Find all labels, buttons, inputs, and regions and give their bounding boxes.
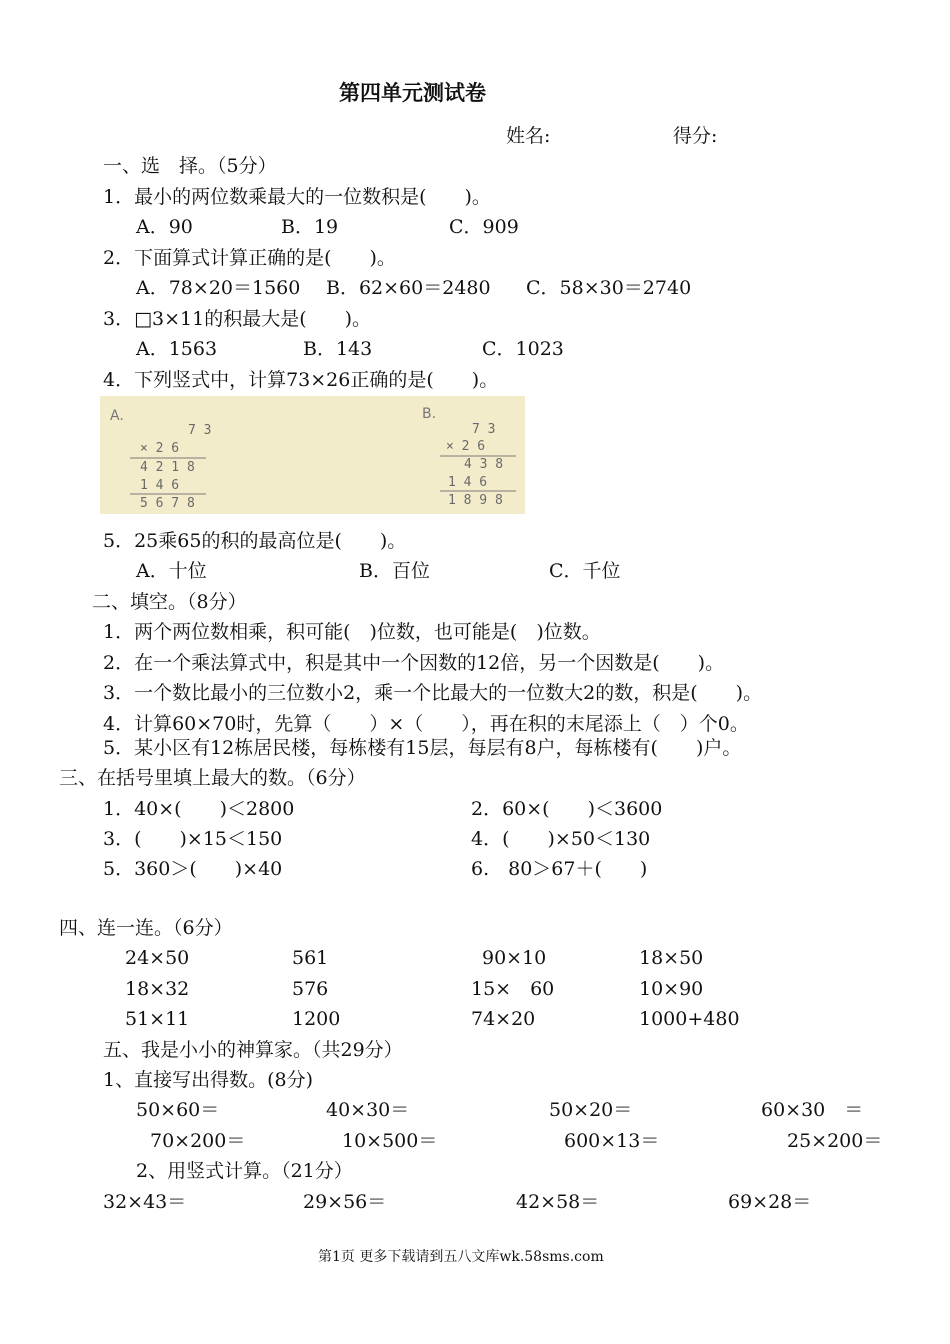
oral-calc-1: 50×60＝ <box>136 1099 220 1121</box>
oral-calc-6: 10×500＝ <box>342 1130 438 1152</box>
column-calc-4: 69×28＝ <box>728 1191 812 1213</box>
s2-question-5: 5．某小区有12栋居民楼，每栋楼有15层，每层有8户，每栋楼有( )户。 <box>103 737 742 759</box>
s1-question-3: 3．□3×11的积最大是( )。 <box>103 308 372 330</box>
match-col1-item-3: 51×11 <box>125 1008 190 1030</box>
s5-part-2-heading: 2、用竖式计算。（21分） <box>136 1160 353 1182</box>
page-footer: 第1页 更多下载请到五八文库wk.58sms.com <box>318 1249 604 1265</box>
s1-question-2: 2．下面算式计算正确的是( )。 <box>103 247 396 269</box>
oral-calc-2: 40×30＝ <box>326 1099 410 1121</box>
score-label: 得分: <box>673 125 718 147</box>
calc-b-row-3: 4 3 8 <box>464 457 504 472</box>
section-1-heading: 一、选 择。（5分） <box>103 155 277 177</box>
s3-question-2: 2．60×( )＜3600 <box>471 798 663 820</box>
s1-q2-option-b: B．62×60＝2480 <box>326 277 491 299</box>
s1-q2-option-c: C．58×30＝2740 <box>526 277 692 299</box>
calc-b-row-2: × 2 6 <box>446 439 486 454</box>
s1-q5-option-c: C．千位 <box>549 560 621 582</box>
calc-b-row-5: 1 8 9 8 <box>448 493 503 508</box>
s1-q3-option-a: A．1563 <box>136 338 218 360</box>
s3-question-4: 4．( )×50＜130 <box>471 828 651 850</box>
calc-b-row-1: 7 3 <box>472 422 496 437</box>
match-col3-item-3: 74×20 <box>471 1008 536 1030</box>
s3-question-3: 3．( )×15＜150 <box>103 828 283 850</box>
s1-q1-option-c: C．909 <box>449 216 519 238</box>
match-col2-item-1: 561 <box>292 947 329 969</box>
section-5-heading: 五、我是小小的神算家。（共29分） <box>103 1039 403 1061</box>
s1-q1-option-a: A．90 <box>136 216 193 238</box>
section-3-heading: 三、在括号里填上最大的数。（6分） <box>59 767 366 789</box>
page-title: 第四单元测试卷 <box>339 81 486 105</box>
s1-q5-option-a: A．十位 <box>136 560 207 582</box>
match-col4-item-1: 18×50 <box>639 947 704 969</box>
match-col2-item-3: 1200 <box>292 1008 341 1030</box>
section-4-heading: 四、连一连。（6分） <box>59 917 233 939</box>
s1-q3-option-c: C．1023 <box>482 338 564 360</box>
column-calc-3: 42×58＝ <box>516 1191 600 1213</box>
section-2-heading: 二、填空。（8分） <box>92 591 247 613</box>
calc-a-label: A. <box>110 408 124 424</box>
calc-b-label: B. <box>422 406 437 422</box>
calc-a-row-5: 5 6 7 8 <box>140 496 195 511</box>
match-col4-item-2: 10×90 <box>639 978 704 1000</box>
match-col1-item-1: 24×50 <box>125 947 190 969</box>
s1-q2-option-a: A．78×20＝1560 <box>136 277 301 299</box>
s5-part-1-heading: 1、直接写出得数。(8分) <box>103 1069 314 1091</box>
vertical-calculation-image <box>100 396 525 514</box>
s2-question-1: 1．两个两位数相乘，积可能( )位数，也可能是( )位数。 <box>103 621 601 643</box>
match-col3-item-2: 15× 60 <box>471 978 555 1000</box>
s2-question-2: 2．在一个乘法算式中，积是其中一个因数的12倍，另一个因数是( )。 <box>103 652 725 674</box>
calc-a-row-1: 7 3 <box>188 423 212 438</box>
match-col1-item-2: 18×32 <box>125 978 190 1000</box>
oral-calc-5: 70×200＝ <box>150 1130 246 1152</box>
match-col3-item-1: 90×10 <box>482 947 547 969</box>
oral-calc-7: 600×13＝ <box>564 1130 660 1152</box>
calc-a-row-4: 1 4 6 <box>140 478 180 493</box>
s2-question-4: 4．计算60×70时，先算（ ）×（ ），再在积的末尾添上（ ）个0。 <box>103 713 749 735</box>
match-col4-item-3: 1000+480 <box>639 1008 740 1030</box>
s1-q5-option-b: B．百位 <box>359 560 430 582</box>
calc-a-row-3: 4 2 1 8 <box>140 460 195 475</box>
s3-question-1: 1．40×( )＜2800 <box>103 798 295 820</box>
name-label: 姓名: <box>506 125 551 147</box>
calc-a-row-2: × 2 6 <box>140 441 180 456</box>
s1-q3-option-b: B．143 <box>303 338 373 360</box>
s3-question-5: 5．360＞( )×40 <box>103 858 283 880</box>
calc-b-row-4: 1 4 6 <box>448 475 488 490</box>
s1-question-4: 4．下列竖式中，计算73×26正确的是( )。 <box>103 369 499 391</box>
column-calc-2: 29×56＝ <box>303 1191 387 1213</box>
s1-question-5: 5．25乘65的积的最高位是( )。 <box>103 530 407 552</box>
s1-question-1: 1．最小的两位数乘最大的一位数积是( )。 <box>103 186 491 208</box>
oral-calc-3: 50×20＝ <box>549 1099 633 1121</box>
column-calc-1: 32×43＝ <box>103 1191 187 1213</box>
oral-calc-4: 60×30 ＝ <box>761 1099 864 1121</box>
oral-calc-8: 25×200＝ <box>787 1130 883 1152</box>
match-col2-item-2: 576 <box>292 978 329 1000</box>
s1-q1-option-b: B．19 <box>281 216 339 238</box>
s3-question-6: 6. 80＞67＋( ) <box>471 858 648 880</box>
s2-question-3: 3．一个数比最小的三位数小2，乘一个比最大的一位数大2的数，积是( )。 <box>103 682 763 704</box>
